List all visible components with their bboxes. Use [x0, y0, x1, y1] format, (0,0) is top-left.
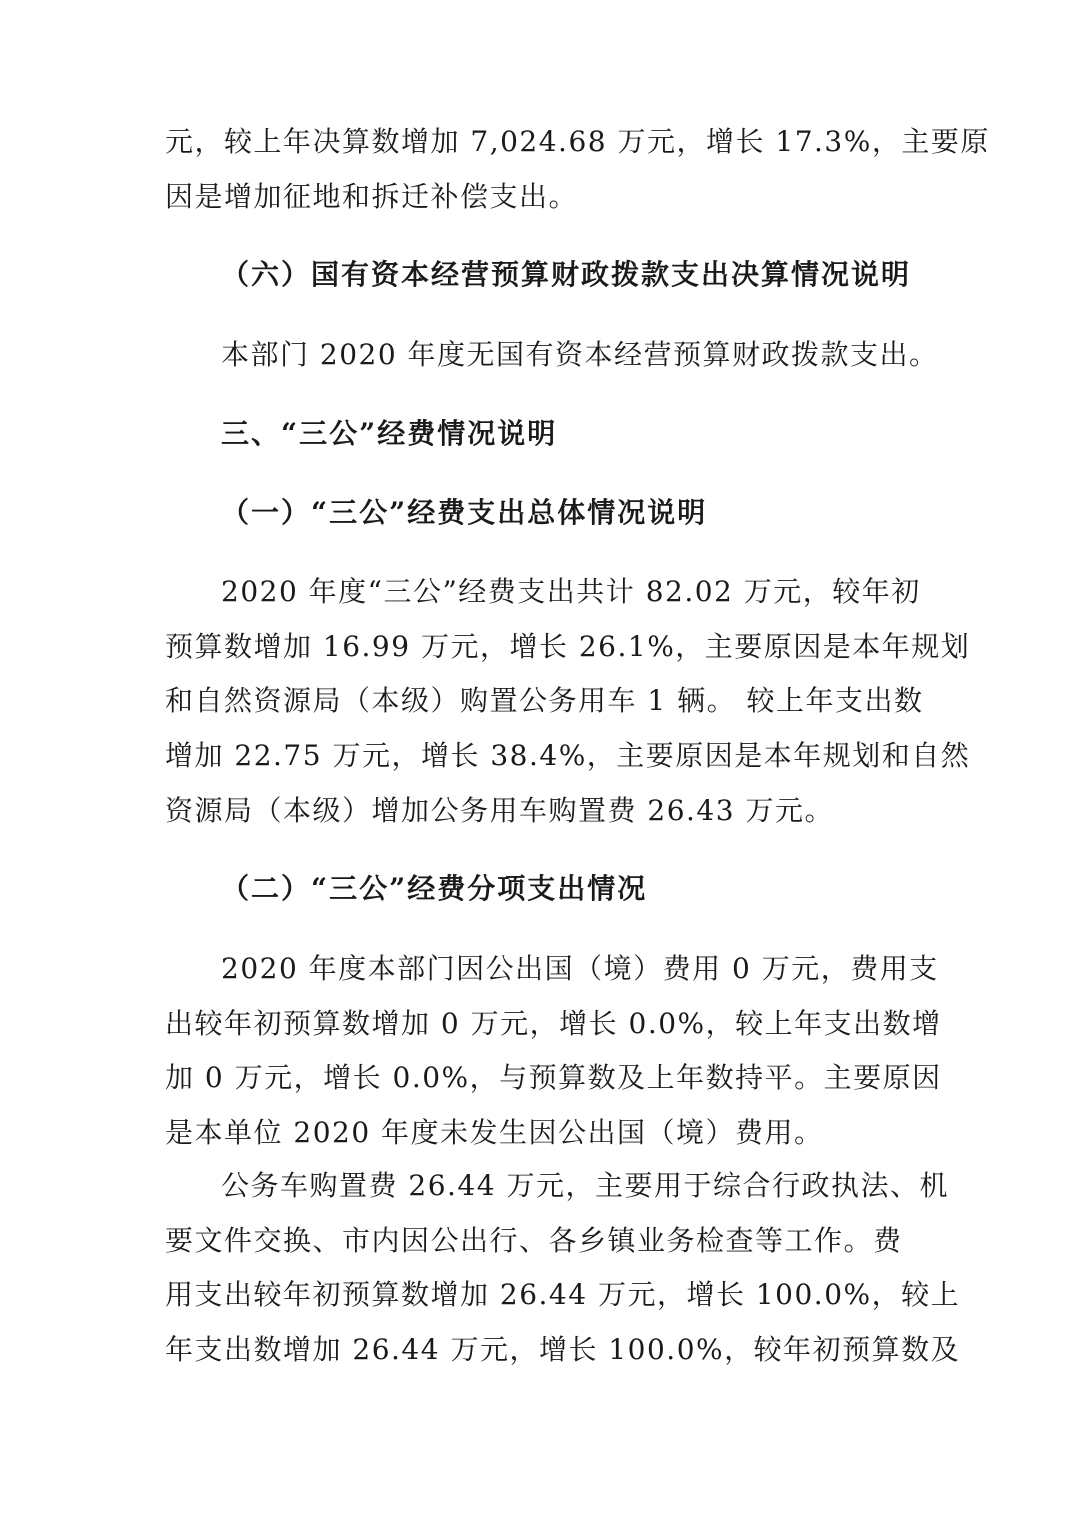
- paragraph-line: 要文件交换、市内因公出行、各乡镇业务检查等工作。费: [165, 1224, 903, 1257]
- paragraph-line: 元，较上年决算数增加 7,024.68 万元，增长 17.3%，主要原: [165, 125, 990, 158]
- paragraph-line: 年支出数增加 26.44 万元，增长 100.0%，较年初预算数及: [165, 1333, 961, 1366]
- paragraph-line: 公务车购置费 26.44 万元，主要用于综合行政执法、机: [221, 1169, 949, 1202]
- paragraph-line: 加 0 万元，增长 0.0%，与预算数及上年数持平。主要原因: [165, 1061, 942, 1094]
- paragraph-line: 2020 年度“三公”经费支出共计 82.02 万元，较年初: [221, 575, 921, 608]
- paragraph-line: 本部门 2020 年度无国有资本经营预算财政拨款支出。: [221, 338, 939, 371]
- paragraph-line: 和自然资源局（本级）购置公务用车 1 辆。 较上年支出数: [165, 684, 924, 717]
- paragraph-line: 因是增加征地和拆迁补偿支出。: [165, 180, 579, 213]
- section-heading-state-capital-budget: （六）国有资本经营预算财政拨款支出决算情况说明: [221, 258, 912, 291]
- paragraph-line: 资源局（本级）增加公务用车购置费 26.43 万元。: [165, 794, 834, 827]
- paragraph-line: 预算数增加 16.99 万元，增长 26.1%，主要原因是本年规划: [165, 630, 971, 663]
- paragraph-line: 用支出较年初预算数增加 26.44 万元，增长 100.0%，较上: [165, 1278, 961, 1311]
- paragraph-line: 出较年初预算数增加 0 万元，增长 0.0%，较上年支出数增: [165, 1007, 942, 1040]
- sub-heading-overall: （一）“三公”经费支出总体情况说明: [221, 496, 708, 529]
- sub-heading-itemized: （二）“三公”经费分项支出情况: [221, 872, 648, 905]
- paragraph-line: 增加 22.75 万元，增长 38.4%，主要原因是本年规划和自然: [165, 739, 971, 772]
- part-heading-three-public-expenses: 三、“三公”经费情况说明: [221, 417, 558, 450]
- paragraph-line: 2020 年度本部门因公出国（境）费用 0 万元，费用支: [221, 952, 939, 985]
- paragraph-line: 是本单位 2020 年度未发生因公出国（境）费用。: [165, 1116, 824, 1149]
